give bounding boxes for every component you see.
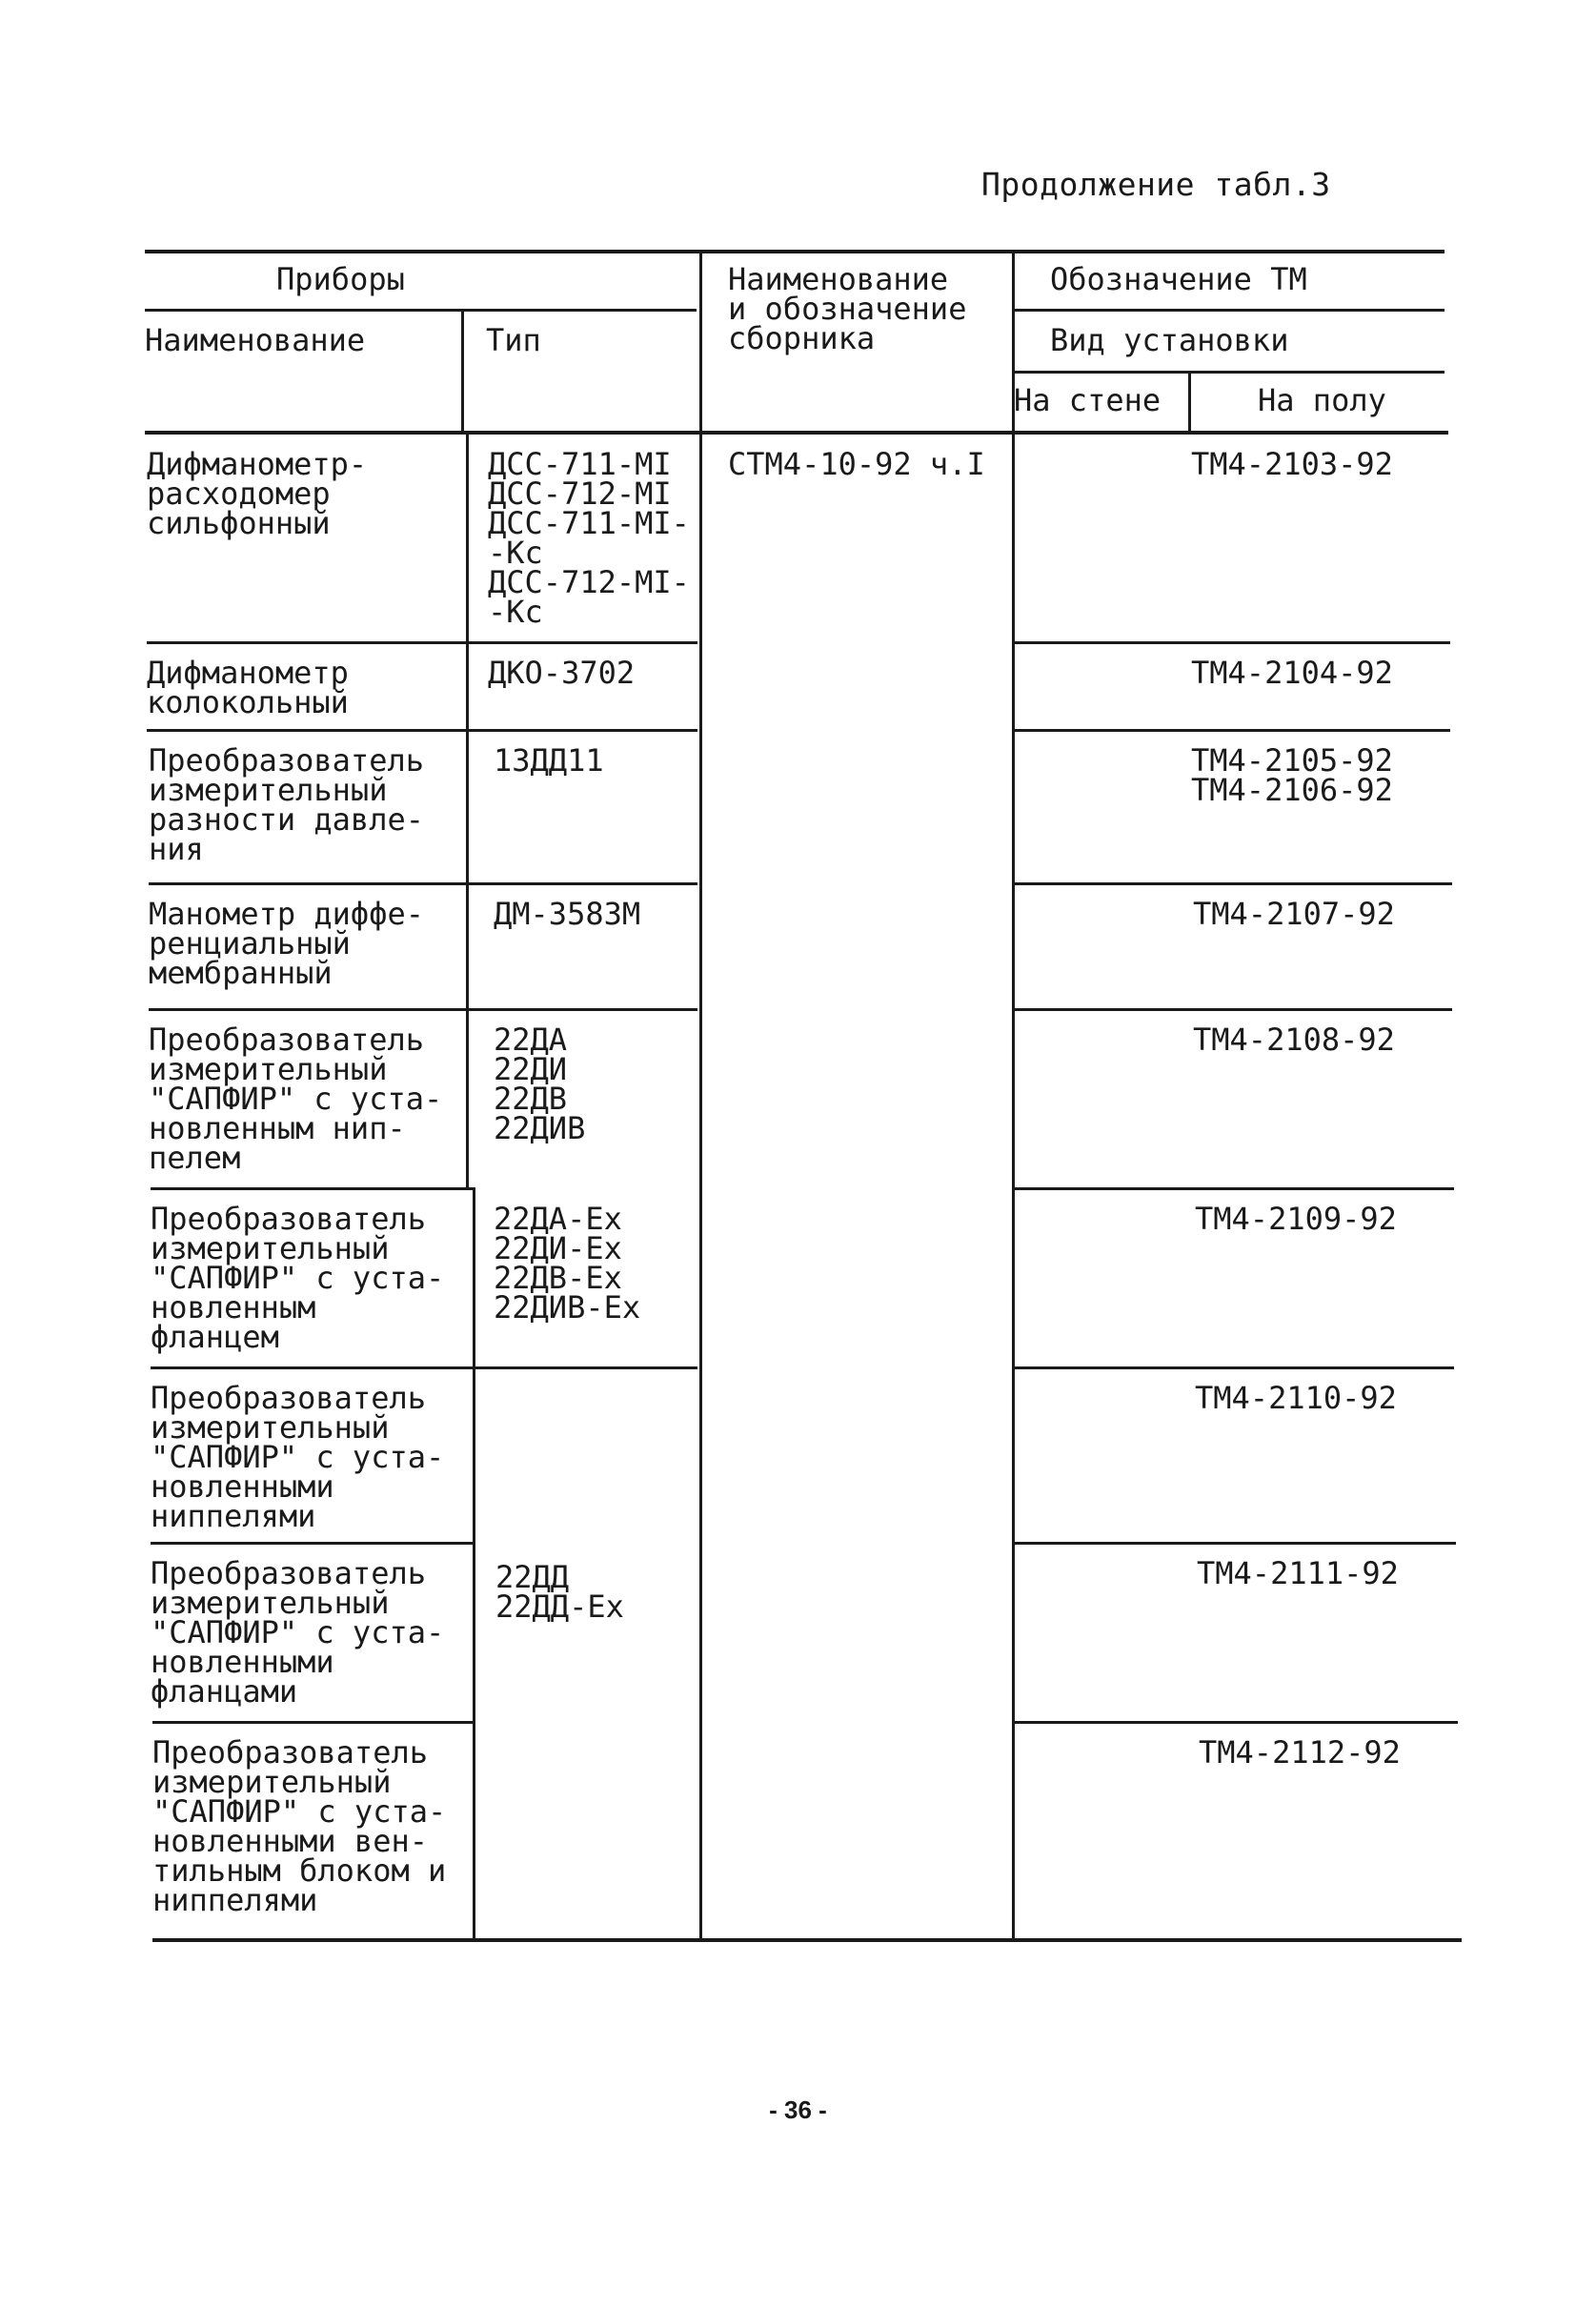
row-rule-8-name [152,1721,475,1724]
row-rule-1-left [147,641,697,644]
header-rule-instruments [145,309,697,312]
row-rule-6-left [151,1366,697,1369]
instrument-name-6: Преобразователь измерительный "САПФИР" с уста- новленным фланцем [151,1201,445,1355]
instrument-name-3: Преобразователь измерительный разности давле- ния [149,742,424,867]
col-divider-name-type [461,309,464,433]
tm-designation-1: ТМ4-2103-92 [1191,446,1393,482]
header-instruments: Приборы [276,261,405,297]
instrument-name-9: Преобразователь измерительный "САПФИР" с уста- новленными вен- тильным блоком и ниппелями [152,1734,447,1918]
row-rule-6-right [1014,1366,1454,1369]
row-rule-3-right [1014,882,1452,885]
row-rule-5-right [1014,1187,1454,1190]
header-rule-designation [1012,309,1444,312]
header-bottom-border [145,431,1448,435]
row-rule-8-right [1014,1721,1458,1724]
header-name: Наименование [145,322,366,358]
instrument-name-5: Преобразователь измерительный "САПФИР" с уста- новленным нип- пелем [149,1022,443,1176]
tm-designation-9: ТМ4-2112-92 [1199,1734,1401,1771]
table-top-border [145,250,1444,253]
row-rule-5-name [151,1187,475,1190]
col-divider-name-type-body [466,431,469,1187]
instrument-type-2: ДКО-3702 [488,655,636,691]
col-divider-wall-floor [1188,371,1191,433]
collection-value: СТМ4-10-92 ч.I [728,446,985,482]
col-divider-name-type-lower [473,1187,475,1940]
header-on-floor: На полу [1258,382,1386,418]
row-rule-2-left [147,729,697,732]
instrument-name-8: Преобразователь измерительный "САПФИР" с уста- новленными фланцами [151,1555,445,1710]
header-type: Тип [486,322,541,358]
row-rule-7-name [151,1542,475,1545]
row-rule-7-right [1014,1542,1456,1545]
table-caption: Продолжение табл.3 [981,166,1331,203]
tm-designation-5: ТМ4-2108-92 [1193,1022,1395,1058]
tm-designation-3: ТМ4-2105-92 ТМ4-2106-92 [1191,742,1393,808]
header-designation: Обозначение ТМ [1050,261,1307,297]
header-on-wall: На стене [1014,382,1162,418]
header-rule-install [1012,371,1444,374]
instrument-type-7: 22ДД 22ДД-Ex [495,1559,624,1625]
instrument-name-1: Дифманометр- расходомер сильфонный [147,446,368,541]
row-rule-4-left [149,1008,697,1011]
row-rule-4-right [1014,1008,1452,1011]
tm-designation-2: ТМ4-2104-92 [1191,655,1393,691]
page-number: - 36 - [769,2095,827,2124]
col-divider-type-collection [699,250,702,1940]
tm-designation-4: ТМ4-2107-92 [1193,896,1395,932]
col-divider-collection-tm [1012,250,1015,1940]
row-rule-1-right [1014,641,1450,644]
header-install-type: Вид установки [1050,322,1289,358]
tm-designation-8: ТМ4-2111-92 [1197,1555,1399,1591]
tm-designation-7: ТМ4-2110-92 [1195,1380,1397,1416]
tm-designation-6: ТМ4-2109-92 [1195,1201,1397,1237]
row-rule-2-right [1014,729,1450,732]
row-rule-3-left [149,882,697,885]
instrument-name-2: Дифманометр колокольный [147,655,349,720]
instrument-type-5: 22ДА 22ДИ 22ДВ 22ДИВ [494,1022,586,1146]
instrument-type-1: ДСС-711-MI ДСС-712-MI ДСС-711-MI- -Кс ДСС-712-MI- -Кс [488,446,690,630]
table-bottom-border [152,1938,1462,1942]
instrument-name-7: Преобразователь измерительный "САПФИР" с уста- новленными ниппелями [151,1380,445,1534]
header-collection: Наименование и обозначение сборника [728,261,967,356]
instrument-type-6: 22ДА-Ex 22ДИ-Ex 22ДВ-Ex 22ДИВ-Ex [494,1201,641,1326]
instrument-type-3: 13ДД11 [494,742,604,779]
instrument-type-4: ДМ-3583М [494,896,641,932]
instrument-name-4: Манометр диффе- ренциальный мембранный [149,896,424,991]
